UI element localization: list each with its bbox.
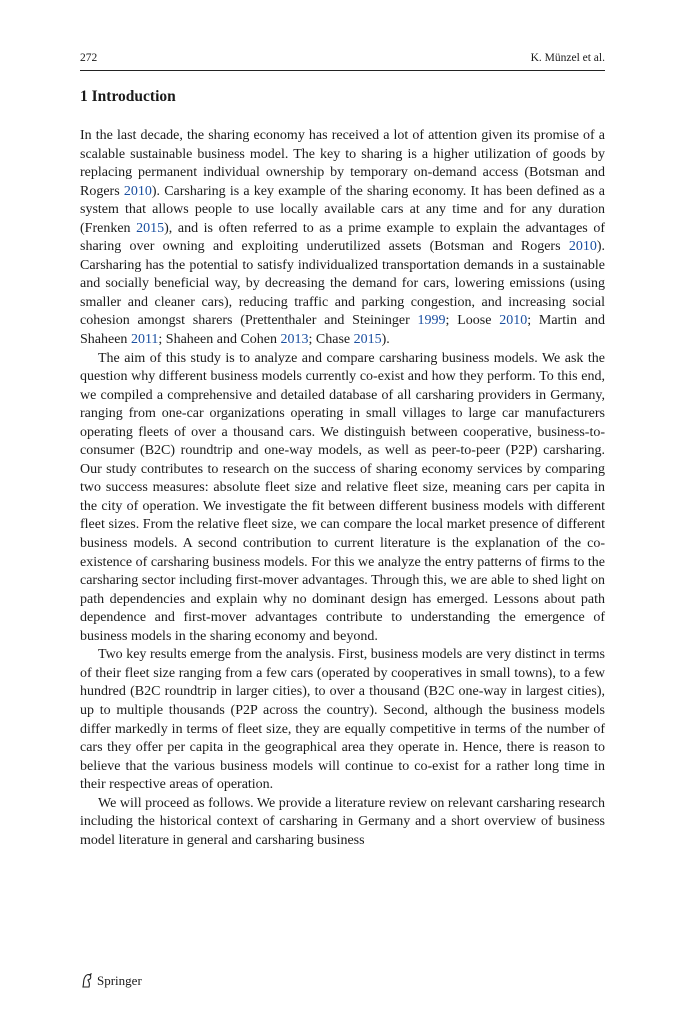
- page-number: 272: [80, 52, 98, 64]
- body-text: [80, 127, 605, 850]
- paragraph-2: The aim of this study is to analyze and compare carsharing business models. We ask the question why different business models currently co-exist and how they perform. To this end, we compiled a comprehensive and detailed database of all carsharing providers in Germany, ranging from one-car organizations operating in small villages to large car manufacturers operating fleets of over a thousand cars. We distinguish between cooperative, business-to-consumer (B2C) roundtrip and one-way models, as well as peer-to-peer (P2P) carsharing. Our study contributes to research on the success of sharing economy services by comparing two success measures: absolute fleet size and relative fleet size, meaning cars per capita in the city of operation. We investigate the fit between different business models with different fleet sizes. From the relative fleet size, we can compare the local market presence of different business models. A second contribution to current literature is the explanation of the co-existence of carsharing business models. For this we analyze the entry patterns of firms to the carsharing sector including first-mover advantages. Through this, we are able to shed light on path dependencies and explain why no dominant design has emerged. Lessons about path dependence and first-mover advantages contribute to understanding the emergence of business models in the sharing economy and beyond.: [80, 350, 605, 644]
- citation-link[interactable]: 2015: [136, 220, 165, 236]
- publisher-footer: [80, 972, 142, 990]
- citation-link[interactable]: 1999: [417, 313, 446, 329]
- paragraph-1: In the last decade, the sharing economy has received a lot of attention given its promise of a scalable sustainable business model. The key to sharing is a higher utilization of goods by replacing permanent individual ownership by temporary on-demand access (Botsman and Rogers 2010). Carsharing is a key example of the sharing economy. It has been defined as a system that allows people to use locally available cars at any time and for any duration (Frenken 2015), and is often referred to as a prime example to explain the advantages of sharing over owning and exploiting underutilized assets (Botsman and Rogers 2010). Carsharing has the potential to satisfy individualized transportation demands in a sustainable and socially beneficial way, by decreasing the demand for cars, lowering emissions (using smaller and cleaner cars), reducing traffic and parking congestion, and increasing social cohesion amongst sharers (Prettenthaler and Steininger 1999; Loose 2010; Martin and Shaheen 2011; Shaheen and Cohen 2013; Chase 2015).: [80, 128, 605, 348]
- citation-link[interactable]: 2010: [499, 313, 528, 329]
- citation-link[interactable]: 2015: [353, 332, 382, 348]
- springer-horse-icon: [80, 973, 94, 989]
- citation-link[interactable]: 2013: [280, 332, 309, 348]
- publisher-name: Springer: [97, 973, 142, 988]
- paragraph-4: We will proceed as follows. We provide a literature review on relevant carsharing research including the historical context of carsharing in Germany and a short overview of business model literature in general and carsharing business: [80, 795, 605, 848]
- paragraph-3: Two key results emerge from the analysis. First, business models are very distinct in terms of their fleet size ranging from a few cars (operated by cooperatives in small towns), to a few hundred (B2C roundtrip in larger cities), to over a thousand (B2C one-way in largest cities), up to multiple thousands (P2P across the country). Second, although the business models differ markedly in terms of fleet size, they are equally competitive in terms of the number of cars they offer per capita in the geographical area they operate in. Hence, there is reason to believe that the various business models will continue to co-exist for a rather long time in their respective areas of operation.: [80, 647, 605, 793]
- running-authors: K. Münzel et al.: [530, 52, 605, 64]
- running-header: [80, 50, 605, 71]
- citation-link[interactable]: 2011: [130, 332, 159, 348]
- citation-link[interactable]: 2010: [568, 239, 597, 255]
- citation-link[interactable]: 2010: [123, 183, 152, 199]
- section-title: 1 Introduction: [80, 88, 176, 105]
